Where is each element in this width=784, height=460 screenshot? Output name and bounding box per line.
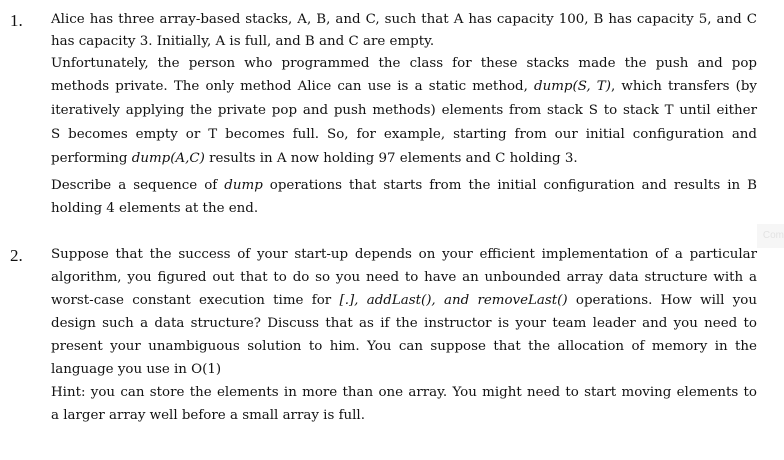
side-comment-tab[interactable]: Com — [757, 224, 784, 248]
text-line: Suppose that the success of your start-up depends on your efficient implementation of a particular — [51, 247, 757, 262]
text-line: iteratively applying the private pop and push methods) elements from stack S to stack T until either — [51, 103, 757, 118]
text-segment: Describe a sequence of — [51, 178, 225, 193]
text-segment: methods private. The only method Alice can use is a static method, — [51, 79, 534, 94]
text-line: Hint: you can store the elements in more than one array. You might need to start moving elements to — [51, 385, 757, 400]
math-expression: dump — [224, 178, 263, 193]
math-expression: dump(S, T) — [534, 79, 611, 94]
math-expression: dump(A,C) — [131, 151, 205, 166]
text-line: design such a data structure? Discuss that as if the instructor is your team leader and you need to — [51, 316, 757, 331]
text-line — [51, 289, 757, 312]
text-line: language you use in O(1) — [51, 362, 222, 377]
text-line: Alice has three array-based stacks, A, B, and C, such that A has capacity 100, B has capacity 5, and C — [51, 12, 757, 27]
text-line: present your unambiguous solution to him. You can suppose that the allocation of memory in the — [51, 339, 757, 354]
text-line: algorithm, you figured out that to do so you need to have an unbounded array data structure with a — [51, 270, 757, 285]
text-line: holding 4 elements at the end. — [51, 201, 259, 216]
text-segment: , which transfers (by — [610, 79, 757, 94]
text-line: has capacity 3. Initially, A is full, and B and C are empty. — [51, 34, 435, 49]
question-number: 2. — [10, 246, 23, 265]
text-line — [51, 147, 757, 170]
text-segment: worst-case constant execution time for — [51, 293, 340, 308]
text-segment: results in A now holding 97 elements and C holding 3. — [204, 151, 578, 166]
text-segment: performing — [51, 151, 132, 166]
text-line — [51, 75, 757, 98]
text-line: S becomes empty or T becomes full. So, for example, starting from our initial configuration and — [51, 127, 757, 142]
text-segment: operations that starts from the initial configuration and results in B — [262, 178, 757, 193]
question-number: 1. — [10, 11, 23, 30]
text-line: a larger array well before a small array is full. — [51, 408, 365, 423]
math-expression: [.], addLast(), and removeLast() — [339, 293, 568, 308]
text-segment: operations. How will you — [567, 293, 757, 308]
text-line — [51, 174, 757, 197]
text-line: Unfortunately, the person who programmed the class for these stacks made the push and pop — [51, 56, 757, 71]
